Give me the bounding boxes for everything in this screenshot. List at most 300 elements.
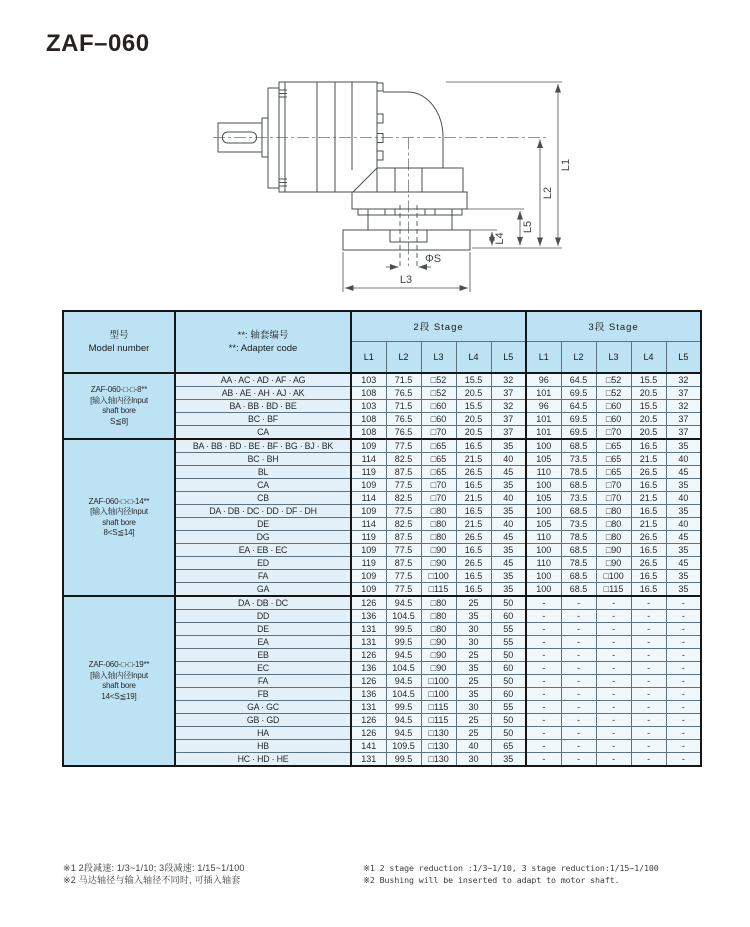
dim-value-cell: 87.5 <box>386 557 421 570</box>
adapter-code-cell: DE <box>175 623 351 636</box>
dim-value-cell: 109 <box>351 479 386 492</box>
dim-value-cell: - <box>526 636 561 649</box>
dim-value-cell: - <box>561 727 596 740</box>
dim-value-cell: □115 <box>421 583 456 597</box>
dim-label-l4: L4 <box>494 232 506 245</box>
dim-value-cell: 104.5 <box>386 610 421 623</box>
dim-value-cell: 16.5 <box>631 439 666 453</box>
dim-value-cell: □90 <box>421 544 456 557</box>
dim-value-cell: □90 <box>596 544 631 557</box>
adapter-code-cell: DA · DB · DC · DD · DF · DH <box>175 505 351 518</box>
dim-value-cell: 65 <box>491 740 526 753</box>
dim-value-cell: - <box>596 623 631 636</box>
dim-value-cell: □115 <box>421 714 456 727</box>
dim-value-cell: 50 <box>491 727 526 740</box>
dim-value-cell: - <box>631 610 666 623</box>
dim-value-cell: 108 <box>351 413 386 426</box>
dim-value-cell: - <box>631 662 666 675</box>
footnotes-english <box>363 862 723 886</box>
dim-value-cell: 119 <box>351 557 386 570</box>
dim-value-cell: 40 <box>456 740 491 753</box>
dim-value-cell: 35 <box>666 439 701 453</box>
dim-value-cell: - <box>631 636 666 649</box>
adapter-code-cell: HA <box>175 727 351 740</box>
dim-value-cell: 64.5 <box>561 400 596 413</box>
adapter-code-cell: FA <box>175 570 351 583</box>
dim-value-cell: □60 <box>421 413 456 426</box>
dim-value-cell: □115 <box>596 583 631 597</box>
dim-value-cell: 82.5 <box>386 492 421 505</box>
dim-value-cell: 99.5 <box>386 701 421 714</box>
dim-value-cell: 136 <box>351 688 386 701</box>
dim-value-cell: 109 <box>351 439 386 453</box>
dim-value-cell: 78.5 <box>561 466 596 479</box>
dim-value-cell: 78.5 <box>561 557 596 570</box>
dim-value-cell: - <box>596 753 631 767</box>
dim-value-cell: 114 <box>351 492 386 505</box>
dim-header-s3-l5: L5 <box>666 341 701 373</box>
dim-value-cell: □80 <box>596 531 631 544</box>
dim-value-cell: 126 <box>351 675 386 688</box>
dim-value-cell: - <box>526 727 561 740</box>
dim-value-cell: 87.5 <box>386 466 421 479</box>
dim-value-cell: 35 <box>456 610 491 623</box>
dim-value-cell: - <box>561 675 596 688</box>
dim-value-cell: 103 <box>351 400 386 413</box>
dim-header-s2-l1: L1 <box>351 341 386 373</box>
adapter-code-cell: AB · AE · AH · AJ · AK <box>175 387 351 400</box>
dim-value-cell: 68.5 <box>561 570 596 583</box>
dim-value-cell: 105 <box>526 453 561 466</box>
dim-value-cell: - <box>666 701 701 714</box>
dim-value-cell: 15.5 <box>631 400 666 413</box>
dim-value-cell: 35 <box>491 544 526 557</box>
dim-value-cell: - <box>561 610 596 623</box>
page-title: ZAF–060 <box>46 30 150 57</box>
adapter-code-cell: EA <box>175 636 351 649</box>
dim-value-cell: □80 <box>596 505 631 518</box>
dim-value-cell: 110 <box>526 466 561 479</box>
dim-value-cell: 94.5 <box>386 714 421 727</box>
dim-value-cell: 126 <box>351 714 386 727</box>
dim-value-cell: 21.5 <box>456 453 491 466</box>
dimension-lines <box>343 82 562 292</box>
dim-value-cell: 78.5 <box>561 531 596 544</box>
dim-value-cell: 126 <box>351 727 386 740</box>
dim-value-cell: □52 <box>421 373 456 387</box>
dim-value-cell: 73.5 <box>561 492 596 505</box>
dim-value-cell: - <box>526 740 561 753</box>
dim-value-cell: 76.5 <box>386 413 421 426</box>
dim-value-cell: 131 <box>351 753 386 767</box>
adapter-code-cell: DG <box>175 531 351 544</box>
dim-value-cell: - <box>596 688 631 701</box>
dim-value-cell: 126 <box>351 596 386 610</box>
dim-value-cell: 21.5 <box>631 492 666 505</box>
dim-value-cell: - <box>631 714 666 727</box>
dim-value-cell: 119 <box>351 466 386 479</box>
dim-value-cell: □65 <box>421 453 456 466</box>
dim-value-cell: - <box>666 662 701 675</box>
dim-value-cell: □80 <box>421 610 456 623</box>
dim-value-cell: 37 <box>491 387 526 400</box>
dim-value-cell: 20.5 <box>631 413 666 426</box>
dim-value-cell: - <box>526 701 561 714</box>
dim-value-cell: 99.5 <box>386 636 421 649</box>
dim-value-cell: - <box>666 675 701 688</box>
footnotes-chinese <box>63 862 363 886</box>
adapter-code-cell: GA <box>175 583 351 597</box>
dim-value-cell: □100 <box>421 570 456 583</box>
dim-value-cell: 68.5 <box>561 479 596 492</box>
dim-value-cell: 45 <box>666 531 701 544</box>
dim-value-cell: 55 <box>491 623 526 636</box>
dim-value-cell: □60 <box>421 400 456 413</box>
dim-value-cell: 60 <box>491 662 526 675</box>
dim-value-cell: 69.5 <box>561 413 596 426</box>
dim-value-cell: 26.5 <box>631 466 666 479</box>
dim-value-cell: 131 <box>351 636 386 649</box>
dim-value-cell: 73.5 <box>561 453 596 466</box>
dim-value-cell: 114 <box>351 518 386 531</box>
dim-label-l2: L2 <box>542 186 554 200</box>
dim-value-cell: 26.5 <box>631 531 666 544</box>
dim-value-cell: 101 <box>526 413 561 426</box>
dim-value-cell: 108 <box>351 426 386 440</box>
dim-value-cell: □130 <box>421 740 456 753</box>
dim-value-cell: - <box>596 662 631 675</box>
adapter-code-cell: CA <box>175 426 351 440</box>
dim-value-cell: - <box>631 675 666 688</box>
dim-value-cell: 64.5 <box>561 373 596 387</box>
dim-value-cell: - <box>561 688 596 701</box>
dim-value-cell: - <box>631 688 666 701</box>
dim-value-cell: 26.5 <box>456 531 491 544</box>
dim-value-cell: - <box>526 688 561 701</box>
dim-value-cell: - <box>596 649 631 662</box>
dim-value-cell: 109 <box>351 583 386 597</box>
dim-value-cell: 99.5 <box>386 753 421 767</box>
dim-value-cell: 35 <box>456 688 491 701</box>
adapter-code-cell: BC · BF <box>175 413 351 426</box>
dim-value-cell: 68.5 <box>561 439 596 453</box>
dim-value-cell: □80 <box>421 518 456 531</box>
dim-value-cell: □65 <box>421 466 456 479</box>
stage3-header: 3段 Stage <box>526 311 701 341</box>
dim-value-cell: 109 <box>351 544 386 557</box>
dim-value-cell: 32 <box>491 400 526 413</box>
dim-value-cell: 32 <box>491 373 526 387</box>
dim-value-cell: 16.5 <box>456 570 491 583</box>
dim-value-cell: 76.5 <box>386 387 421 400</box>
dim-value-cell: 99.5 <box>386 623 421 636</box>
dim-value-cell: □70 <box>421 426 456 440</box>
dim-value-cell: 25 <box>456 649 491 662</box>
dim-value-cell: 16.5 <box>456 544 491 557</box>
dim-value-cell: 77.5 <box>386 583 421 597</box>
spec-table <box>62 310 702 767</box>
dim-value-cell: 37 <box>491 426 526 440</box>
dim-value-cell: - <box>526 610 561 623</box>
dim-value-cell: - <box>631 753 666 767</box>
dim-value-cell: □80 <box>596 518 631 531</box>
dim-value-cell: □80 <box>421 623 456 636</box>
dim-value-cell: 45 <box>666 466 701 479</box>
dim-value-cell: 16.5 <box>631 544 666 557</box>
dim-value-cell: 68.5 <box>561 583 596 597</box>
dim-value-cell: □70 <box>596 426 631 440</box>
dim-value-cell: - <box>526 649 561 662</box>
dim-value-cell: 71.5 <box>386 373 421 387</box>
dim-value-cell: - <box>596 740 631 753</box>
dim-value-cell: - <box>631 740 666 753</box>
dim-value-cell: 40 <box>666 492 701 505</box>
adapter-code-cell: BL <box>175 466 351 479</box>
dim-value-cell: 35 <box>666 479 701 492</box>
dim-value-cell: □65 <box>596 439 631 453</box>
dim-value-cell: □90 <box>421 636 456 649</box>
dim-value-cell: 114 <box>351 453 386 466</box>
dim-value-cell: 109.5 <box>386 740 421 753</box>
dim-value-cell: 96 <box>526 400 561 413</box>
dim-value-cell: 77.5 <box>386 479 421 492</box>
dim-value-cell: 45 <box>491 466 526 479</box>
dim-value-cell: 40 <box>491 518 526 531</box>
dim-value-cell: 50 <box>491 714 526 727</box>
adapter-code-cell: HC · HD · HE <box>175 753 351 767</box>
dim-value-cell: 16.5 <box>456 439 491 453</box>
adapter-code-cell: GA · GC <box>175 701 351 714</box>
dim-value-cell: 131 <box>351 701 386 714</box>
dim-value-cell: 108 <box>351 387 386 400</box>
model-number-cell: ZAF-060-□-□-19** [输入轴内径Input shaft bore 14<S≦19] <box>63 596 175 766</box>
dim-value-cell: - <box>596 636 631 649</box>
model-number-cell: ZAF-060-□-□-8** [输入轴内径Input shaft bore S≦8] <box>63 373 175 439</box>
dim-value-cell: 35 <box>491 583 526 597</box>
dim-value-cell: - <box>666 688 701 701</box>
dim-value-cell: 77.5 <box>386 439 421 453</box>
adapter-code-header <box>175 311 351 373</box>
model-number-cell: ZAF-060-□-□-14** [输入轴内径Input shaft bore 8<S≦14] <box>63 439 175 596</box>
dim-header-s3-l2: L2 <box>561 341 596 373</box>
dim-value-cell: - <box>526 714 561 727</box>
dim-value-cell: □70 <box>421 479 456 492</box>
dim-header-s3-l3: L3 <box>596 341 631 373</box>
dim-value-cell: 30 <box>456 623 491 636</box>
dim-value-cell: - <box>596 596 631 610</box>
gearbox-outline <box>218 82 470 268</box>
dim-header-s3-l4: L4 <box>631 341 666 373</box>
dim-value-cell: 60 <box>491 610 526 623</box>
dim-value-cell: 20.5 <box>631 426 666 440</box>
adapter-code-cell: BA · BB · BD · BE <box>175 400 351 413</box>
dim-value-cell: 20.5 <box>456 413 491 426</box>
dim-value-cell: □100 <box>421 675 456 688</box>
dim-value-cell: 16.5 <box>456 479 491 492</box>
dim-value-cell: 32 <box>666 400 701 413</box>
dim-value-cell: 77.5 <box>386 505 421 518</box>
dim-value-cell: 37 <box>491 413 526 426</box>
dim-value-cell: 141 <box>351 740 386 753</box>
dim-value-cell: □65 <box>596 466 631 479</box>
dim-value-cell: □52 <box>421 387 456 400</box>
dim-value-cell: 136 <box>351 610 386 623</box>
dim-value-cell: 30 <box>456 701 491 714</box>
dim-value-cell: 40 <box>666 518 701 531</box>
dim-value-cell: - <box>526 662 561 675</box>
dim-value-cell: 15.5 <box>456 400 491 413</box>
dim-value-cell: 110 <box>526 557 561 570</box>
dim-value-cell: □90 <box>596 557 631 570</box>
footnotes <box>63 862 723 886</box>
table-row <box>63 596 701 610</box>
dim-value-cell: 40 <box>666 453 701 466</box>
dim-value-cell: 77.5 <box>386 570 421 583</box>
dim-value-cell: 100 <box>526 505 561 518</box>
adapter-code-cell: EB <box>175 649 351 662</box>
dim-value-cell: - <box>596 610 631 623</box>
adapter-code-cell: GB · GD <box>175 714 351 727</box>
dim-header-s2-l3: L3 <box>421 341 456 373</box>
dim-value-cell: - <box>596 727 631 740</box>
dim-value-cell: 16.5 <box>631 479 666 492</box>
dim-value-cell: 25 <box>456 596 491 610</box>
dim-value-cell: 35 <box>456 662 491 675</box>
dim-value-cell: 96 <box>526 373 561 387</box>
model-header-en: Model number <box>88 343 150 354</box>
dim-value-cell: 105 <box>526 492 561 505</box>
dim-value-cell: 69.5 <box>561 387 596 400</box>
dim-value-cell: - <box>666 623 701 636</box>
dim-value-cell: □90 <box>421 557 456 570</box>
dim-value-cell: 21.5 <box>631 518 666 531</box>
dim-value-cell: 55 <box>491 636 526 649</box>
dim-value-cell: 35 <box>491 753 526 767</box>
model-header-zh: 型号 <box>109 330 129 341</box>
adapter-code-cell: DA · DB · DC <box>175 596 351 610</box>
dim-value-cell: 109 <box>351 570 386 583</box>
dim-value-cell: 110 <box>526 531 561 544</box>
dim-value-cell: 45 <box>491 557 526 570</box>
dim-value-cell: □80 <box>421 596 456 610</box>
dim-value-cell: - <box>526 596 561 610</box>
dim-value-cell: 100 <box>526 439 561 453</box>
dim-value-cell: - <box>596 675 631 688</box>
dim-value-cell: □65 <box>421 439 456 453</box>
dim-value-cell: 30 <box>456 636 491 649</box>
dim-value-cell: 136 <box>351 662 386 675</box>
dim-value-cell: 100 <box>526 544 561 557</box>
dim-value-cell: - <box>561 662 596 675</box>
dim-value-cell: 94.5 <box>386 727 421 740</box>
dim-value-cell: 35 <box>491 479 526 492</box>
gearbox-drawing-svg <box>183 52 595 302</box>
dim-value-cell: - <box>666 753 701 767</box>
dim-value-cell: - <box>666 649 701 662</box>
dim-value-cell: 73.5 <box>561 518 596 531</box>
footnote-zh-2: ※2 马达轴径与输入轴径不同时, 可插入轴套 <box>63 875 241 885</box>
dim-value-cell: □70 <box>421 492 456 505</box>
dim-value-cell: - <box>631 649 666 662</box>
footnote-en-2: ※2 Bushing will be inserted to adapt to motor shaft. <box>363 875 620 885</box>
dim-value-cell: 35 <box>666 583 701 597</box>
adapter-code-cell: BA · BB · BD · BE · BF · BG · BJ · BK <box>175 439 351 453</box>
adapter-code-cell: CB <box>175 492 351 505</box>
dim-value-cell: 109 <box>351 505 386 518</box>
dim-value-cell: 50 <box>491 596 526 610</box>
dim-value-cell: 68.5 <box>561 505 596 518</box>
dim-label-l5: L5 <box>522 220 534 234</box>
dim-value-cell: 77.5 <box>386 544 421 557</box>
dim-value-cell: □52 <box>596 373 631 387</box>
dim-value-cell: □52 <box>596 387 631 400</box>
dim-value-cell: 16.5 <box>631 583 666 597</box>
dim-value-cell: 55 <box>491 701 526 714</box>
dim-value-cell: 126 <box>351 649 386 662</box>
dim-value-cell: 32 <box>666 373 701 387</box>
dim-value-cell: □80 <box>421 505 456 518</box>
technical-drawing <box>183 52 595 302</box>
dim-value-cell: 131 <box>351 623 386 636</box>
dim-value-cell: 40 <box>491 453 526 466</box>
dim-value-cell: 26.5 <box>456 557 491 570</box>
adapter-code-cell: EC <box>175 662 351 675</box>
dim-value-cell: - <box>631 623 666 636</box>
dim-value-cell: □70 <box>596 492 631 505</box>
dim-value-cell: - <box>561 596 596 610</box>
dim-value-cell: - <box>666 636 701 649</box>
dim-value-cell: 35 <box>491 505 526 518</box>
dim-value-cell: 21.5 <box>631 453 666 466</box>
dim-value-cell: 25 <box>456 675 491 688</box>
dim-value-cell: 35 <box>666 544 701 557</box>
dim-value-cell: 94.5 <box>386 675 421 688</box>
dim-value-cell: - <box>561 753 596 767</box>
dim-value-cell: 26.5 <box>631 557 666 570</box>
dim-value-cell: 35 <box>491 570 526 583</box>
dim-value-cell: 103 <box>351 373 386 387</box>
dim-value-cell: 68.5 <box>561 544 596 557</box>
dim-value-cell: 16.5 <box>456 583 491 597</box>
dim-value-cell: - <box>526 675 561 688</box>
dim-value-cell: - <box>561 636 596 649</box>
dim-value-cell: 16.5 <box>631 505 666 518</box>
model-number-header <box>63 311 175 373</box>
dim-value-cell: □90 <box>421 662 456 675</box>
dim-value-cell: 76.5 <box>386 426 421 440</box>
dim-value-cell: - <box>561 623 596 636</box>
dim-value-cell: - <box>666 727 701 740</box>
dim-value-cell: □130 <box>421 753 456 767</box>
dim-value-cell: □80 <box>421 531 456 544</box>
adapter-code-cell: CA <box>175 479 351 492</box>
dim-value-cell: - <box>631 596 666 610</box>
dim-value-cell: - <box>526 753 561 767</box>
adapter-code-cell: FB <box>175 688 351 701</box>
table-row <box>63 373 701 387</box>
dim-value-cell: 16.5 <box>631 570 666 583</box>
adapter-code-cell: DD <box>175 610 351 623</box>
dim-header-s2-l2: L2 <box>386 341 421 373</box>
table-row <box>63 439 701 453</box>
dim-value-cell: 30 <box>456 753 491 767</box>
spec-table-body <box>63 373 701 766</box>
dim-value-cell: 101 <box>526 426 561 440</box>
dim-value-cell: - <box>666 714 701 727</box>
dim-value-cell: 20.5 <box>456 426 491 440</box>
dim-value-cell: 45 <box>666 557 701 570</box>
dim-value-cell: 82.5 <box>386 453 421 466</box>
